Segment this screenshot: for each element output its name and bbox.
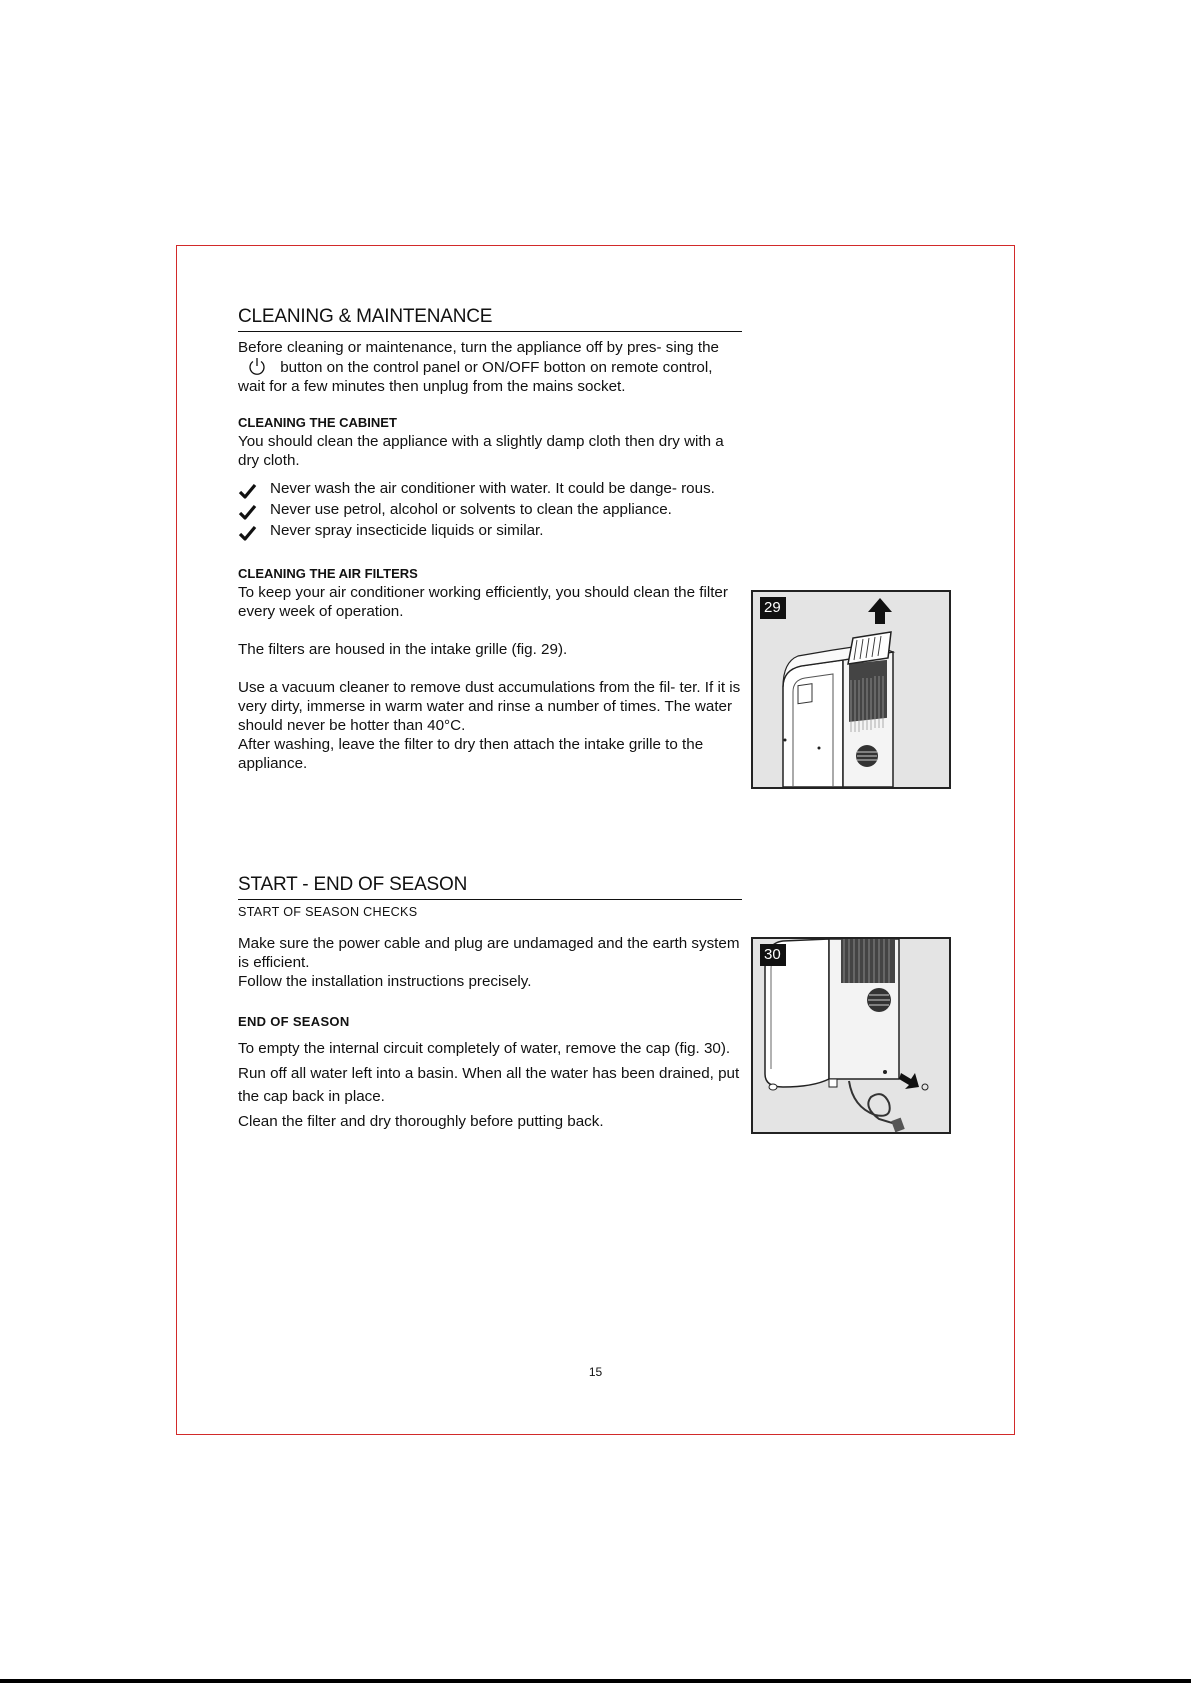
season-section <box>238 874 743 1133</box>
figure-number-30: 30 <box>760 944 786 966</box>
filters-heading: CLEANING THE AIR FILTERS <box>238 566 418 581</box>
cabinet-heading: CLEANING THE CABINET <box>238 415 397 430</box>
season-p1: Make sure the power cable and plug are undamaged and the earth system is efficient. <box>238 935 740 971</box>
checkmark-icon <box>238 482 258 500</box>
season-subheading: START OF SEASON CHECKS <box>238 905 418 919</box>
list-item <box>238 521 743 540</box>
figure-number-29: 29 <box>760 597 786 619</box>
cabinet-text: You should clean the appliance with a slightly damp cloth then dry with a dry cloth. <box>238 433 724 469</box>
section-title-cleaning: CLEANING & MAINTENANCE <box>238 306 742 332</box>
cabinet-block <box>238 415 743 540</box>
cleaning-section <box>238 306 743 773</box>
cabinet-bullets <box>238 479 743 540</box>
power-icon <box>247 357 267 375</box>
intro-text-after: button on the control panel or ON/OFF botton on remote control, wait for a few minutes then unplug from the mains socket. <box>238 359 713 395</box>
end-season-heading: END OF SEASON <box>238 1014 350 1029</box>
filters-p1: To keep your air conditioner working efficiently, you should clean the filter every week of operation. <box>238 584 728 620</box>
season-p3: To empty the internal circuit completely of water, remove the cap (fig. 30). <box>238 1040 731 1057</box>
season-p5: Clean the filter and dry thoroughly before putting back. <box>238 1113 604 1130</box>
air-conditioner-drain-illustration <box>753 939 949 1132</box>
list-item <box>238 500 743 519</box>
season-p4: Run off all water left into a basin. When all the water has been drained, put the cap back in place. <box>238 1065 740 1105</box>
air-conditioner-filter-illustration <box>753 592 949 787</box>
checkmark-icon <box>238 524 258 542</box>
bullet-text: Never spray insecticide liquids or similar. <box>270 522 544 539</box>
section-title-season: START - END OF SEASON <box>238 874 742 900</box>
figure-29 <box>751 590 951 789</box>
bottom-border <box>0 1679 1191 1683</box>
filters-p4: After washing, leave the filter to dry then attach the intake grille to the appliance. <box>238 736 704 772</box>
list-item <box>238 479 743 498</box>
bullet-text: Never use petrol, alcohol or solvents to clean the appliance. <box>270 501 672 518</box>
bullet-text: Never wash the air conditioner with water. It could be dange- rous. <box>270 480 715 497</box>
page-number: 15 <box>588 1365 603 1379</box>
filters-p3: Use a vacuum cleaner to remove dust accumulations from the fil- ter. If it is very dirty, immerse in warm water and rinse a number of times. The water should never be hotter than 40°C. <box>238 679 741 734</box>
season-p2: Follow the installation instructions precisely. <box>238 973 532 990</box>
figure-30 <box>751 937 951 1134</box>
filters-block <box>238 566 743 773</box>
filters-p2: The filters are housed in the intake grille (fig. 29). <box>238 641 568 658</box>
checkmark-icon <box>238 503 258 521</box>
intro-text-before: Before cleaning or maintenance, turn the appliance off by pres- sing the <box>238 339 719 356</box>
intro-paragraph <box>238 338 743 396</box>
